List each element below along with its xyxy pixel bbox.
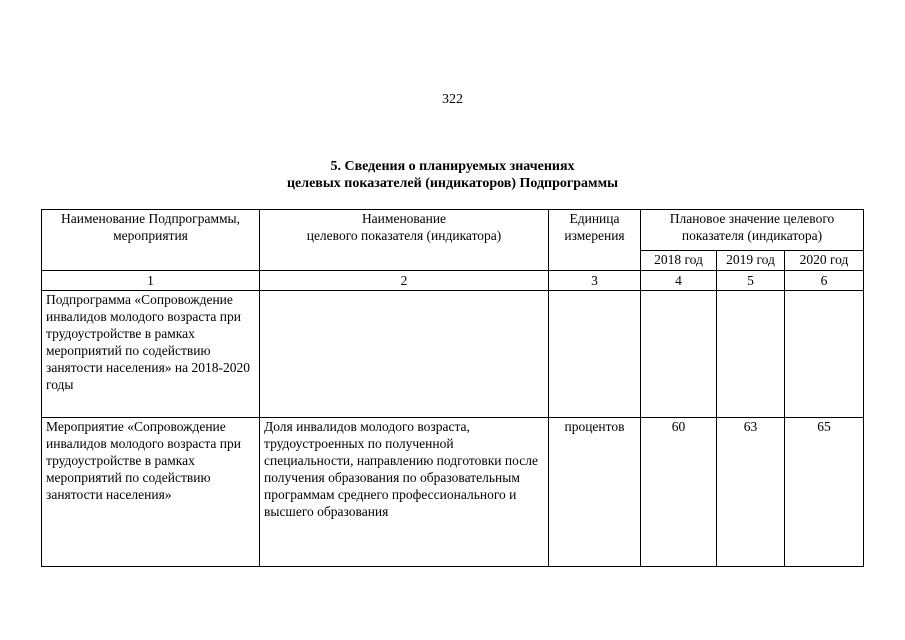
header-year-2019: 2019 год [717, 251, 785, 271]
header-program-name: Наименование Подпрограммы, мероприятия [42, 210, 260, 271]
column-number: 3 [549, 271, 641, 291]
row-value-2019: 63 [717, 418, 785, 567]
header-planned-value: Плановое значение целевого показателя (индикатора) [641, 210, 864, 251]
column-number: 6 [785, 271, 864, 291]
column-number: 2 [260, 271, 549, 291]
header-year-2020: 2020 год [785, 251, 864, 271]
section-title-line2: целевых показателей (индикаторов) Подпрограммы [286, 176, 619, 191]
section-title [0, 158, 905, 192]
header-indicator-name: Наименование целевого показателя (индикатора) [260, 210, 549, 271]
row-unit [549, 291, 641, 418]
column-numbers-row [42, 271, 864, 291]
column-number: 5 [717, 271, 785, 291]
table-row [42, 291, 864, 418]
section-title-line1: 5. Сведения о планируемых значениях [330, 159, 575, 174]
header-unit: Единица измерения [549, 210, 641, 271]
row-value-2019 [717, 291, 785, 418]
header-year-2018: 2018 год [641, 251, 717, 271]
row-value-2020 [785, 291, 864, 418]
row-value-2020: 65 [785, 418, 864, 567]
row-program-name: Мероприятие «Сопровождение инвалидов молодого возраста при трудоустройстве в рамках мероприятий по содействию занятости населения» [42, 418, 260, 567]
row-value-2018 [641, 291, 717, 418]
column-number: 4 [641, 271, 717, 291]
page-number: 322 [442, 92, 463, 107]
row-indicator [260, 291, 549, 418]
column-number: 1 [42, 271, 260, 291]
table-header-row [42, 210, 864, 251]
row-value-2018: 60 [641, 418, 717, 567]
row-unit: процентов [549, 418, 641, 567]
indicators-table [41, 209, 864, 567]
row-program-name: Подпрограмма «Сопровождение инвалидов молодого возраста при трудоустройстве в рамках мероприятий по содействию занятости населения» на 2018-2020 годы [42, 291, 260, 418]
row-indicator: Доля инвалидов молодого возраста, трудоустроенных по полученной специальности, направлению подготовки после получения образования по образовательным программам среднего профессионального и высшего образования [260, 418, 549, 567]
table-row [42, 418, 864, 567]
